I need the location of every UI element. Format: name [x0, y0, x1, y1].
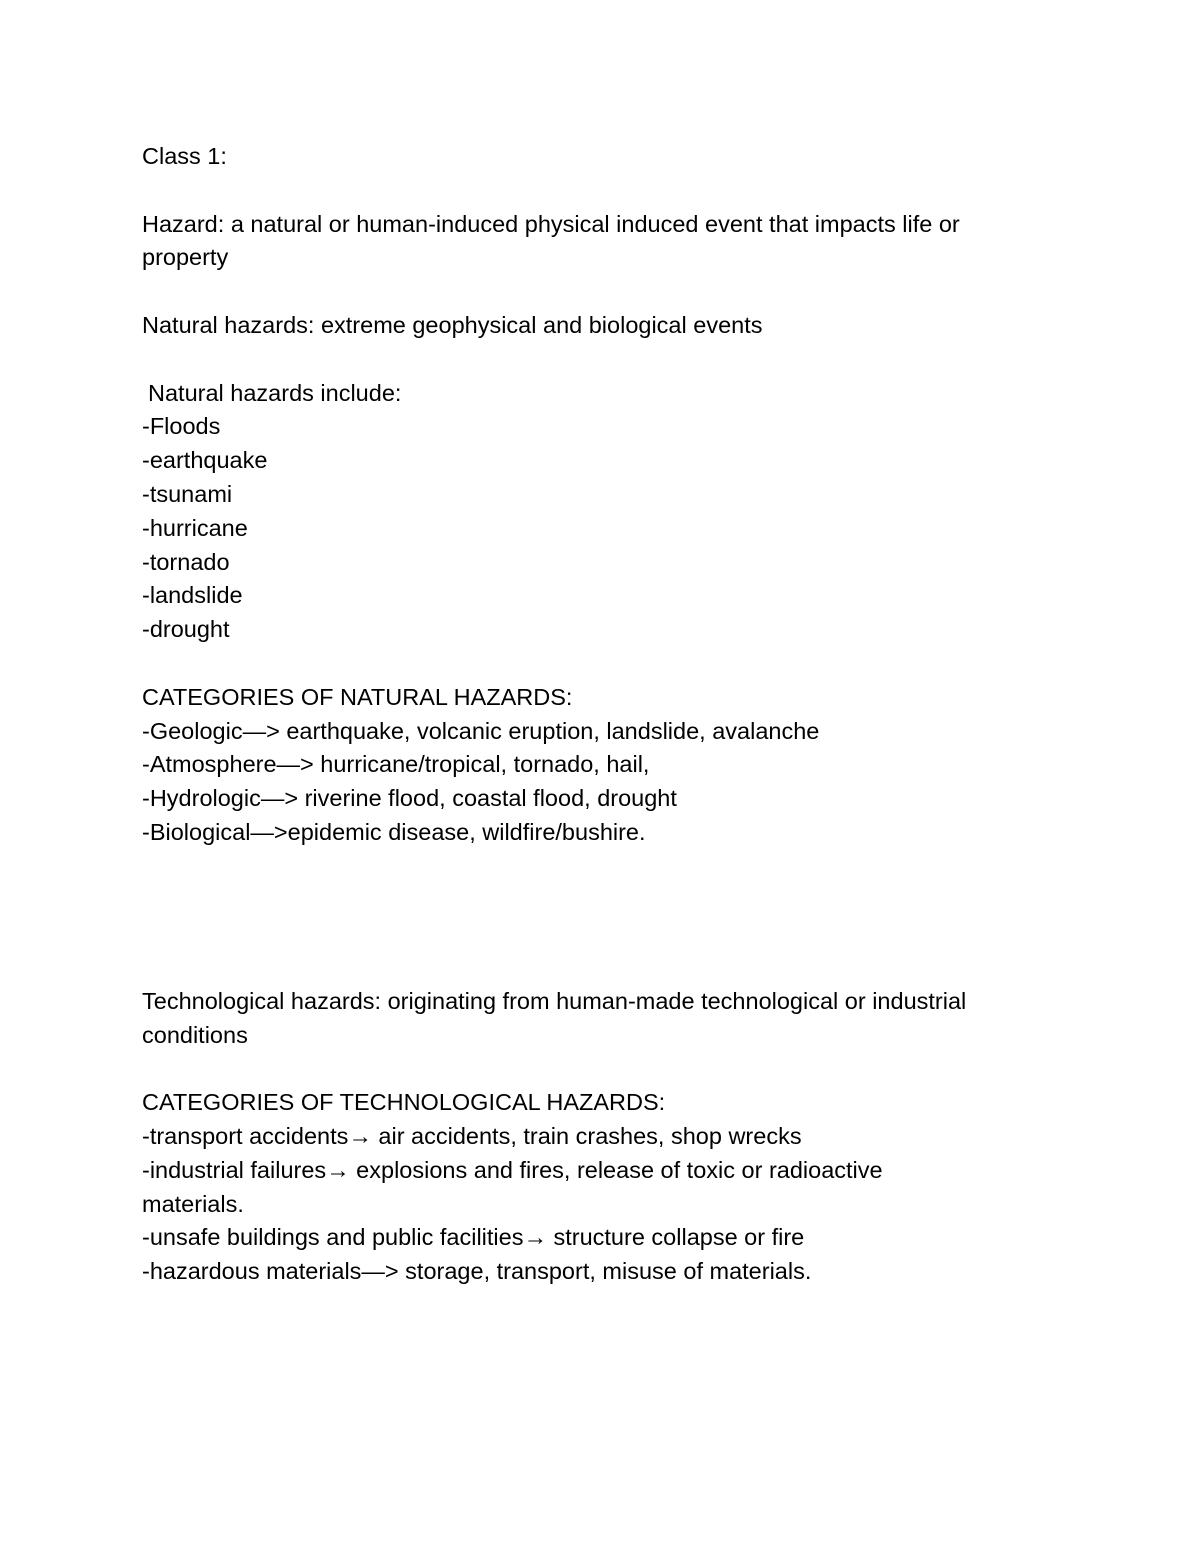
- category-item: -industrial failures→ explosions and fires, release of toxic or radioactive: [142, 1156, 883, 1183]
- list-item: -earthquake: [142, 447, 268, 474]
- spacer: [142, 275, 1062, 309]
- natural-categories-heading: CATEGORIES OF NATURAL HAZARDS:: [142, 683, 573, 710]
- list-item: -drought: [142, 616, 230, 643]
- technological-definition-line-1: Technological hazards: originating from human-made technological or industrial: [142, 987, 967, 1014]
- category-item: -Biological—>epidemic disease, wildfire/bushire.: [142, 818, 646, 845]
- hazard-definition-line-2: property: [142, 244, 229, 271]
- spacer: [142, 1052, 1062, 1086]
- list-item: -tornado: [142, 548, 230, 575]
- category-item: -Atmosphere—> hurricane/tropical, tornado, hail,: [142, 751, 650, 778]
- category-item: -Hydrologic—> riverine flood, coastal flood, drought: [142, 785, 677, 812]
- spacer: [142, 343, 1062, 377]
- list-item: -tsunami: [142, 480, 233, 507]
- category-item: -Geologic—> earthquake, volcanic eruption, landslide, avalanche: [142, 717, 820, 744]
- document-heading: Class 1:: [142, 143, 227, 169]
- spacer: [142, 174, 1062, 208]
- category-item: materials.: [142, 1190, 244, 1217]
- category-item: -hazardous materials—> storage, transport, misuse of materials.: [142, 1258, 812, 1285]
- document-body: [142, 140, 1062, 1289]
- natural-hazards-definition: Natural hazards: extreme geophysical and biological events: [142, 311, 763, 338]
- category-item: -unsafe buildings and public facilities→ structure collapse or fire: [142, 1224, 805, 1251]
- technological-categories-heading: CATEGORIES OF TECHNOLOGICAL HAZARDS:: [142, 1089, 666, 1116]
- list-item: -landslide: [142, 582, 243, 609]
- technological-definition-line-2: conditions: [142, 1021, 248, 1048]
- category-item: -transport accidents→ air accidents, train crashes, shop wrecks: [142, 1122, 802, 1149]
- list-item: -hurricane: [142, 514, 248, 541]
- spacer: [142, 647, 1062, 681]
- hazard-definition-line-1: Hazard: a natural or human-induced physical induced event that impacts life or: [142, 210, 960, 237]
- list-item: -Floods: [142, 413, 221, 440]
- natural-hazards-include-heading: Natural hazards include:: [148, 379, 402, 406]
- section-spacer: [142, 850, 1062, 985]
